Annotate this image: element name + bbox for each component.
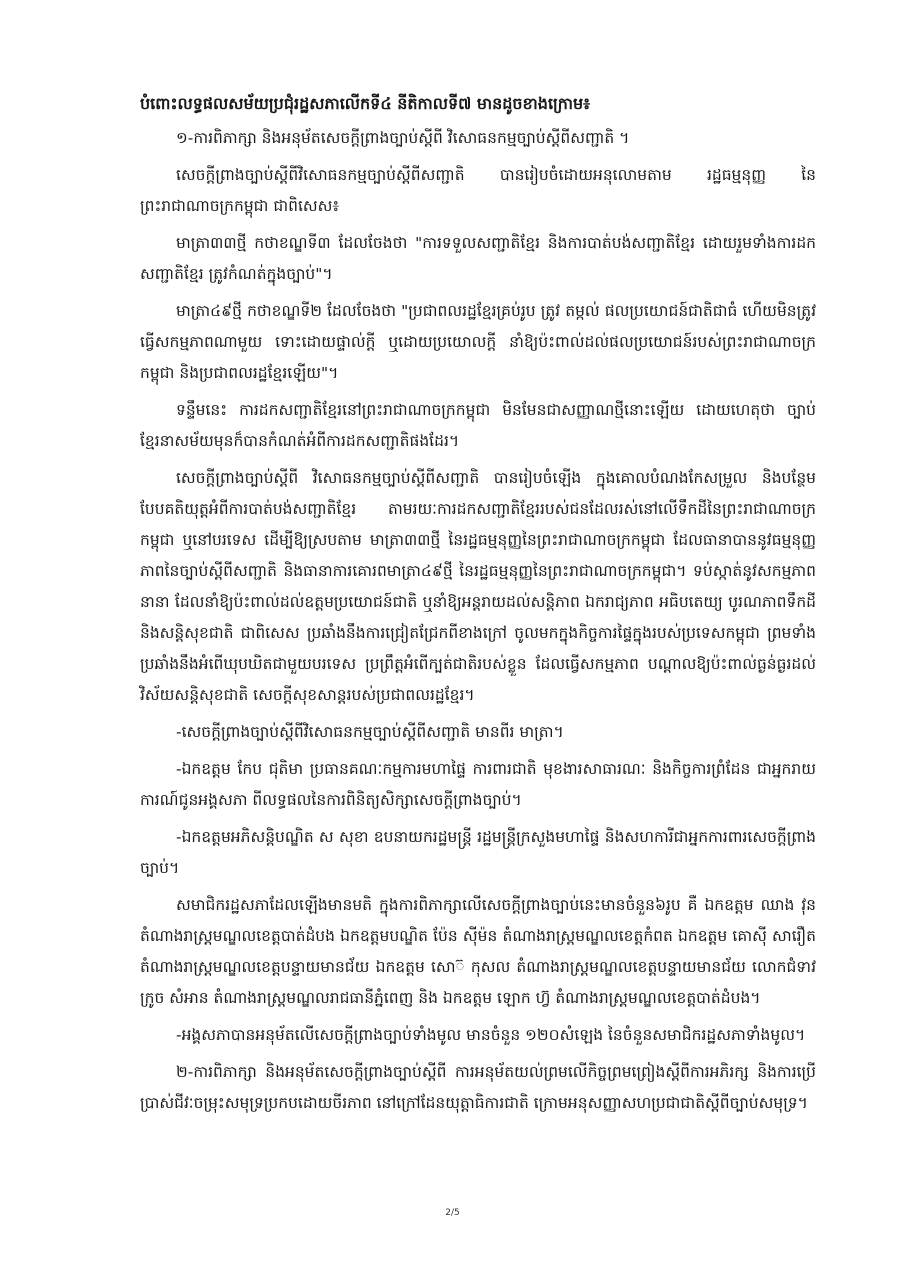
paragraph-6: -សេចក្តីព្រាងច្បាប់ស្តីពីវិសោធនកម្មច្បាប់ស្តីពីសញ្ជាតិ មានពីរ មាត្រា។ bbox=[176, 723, 564, 741]
document-body bbox=[140, 88, 816, 1125]
paragraph-10: -អង្គសភាបានអនុម័តលើសេចក្តីព្រាងច្បាប់ទាំងមូល មានចំនួន ១២០សំឡេង នៃចំនួនសមាជិករដ្ឋសភាទាំងមូល។ bbox=[176, 1026, 806, 1044]
paragraph-8: -ឯកឧត្តមអភិសន្តិបណ្ឌិត ស សុខា ឧបនាយករដ្ឋមន្ត្រី រដ្ឋមន្ត្រីក្រសួងមហាផ្ទៃ និងសហការីជាអ្នកការពារសេចក្តីព្រាងច្បាប់។ bbox=[140, 828, 816, 877]
paragraph-5: សេចក្តីព្រាងច្បាប់ស្តីពី វិសោធនកម្មច្បាប់ស្តីពីសញ្ជាតិ បានរៀបចំឡើង ក្នុងគោលបំណងកែសម្រួល និងបន្ថែមបែបគតិយុត្តអំពីការបាត់បង់សញ្ជាតិខ្មែរ តាមរយៈការដកសញ្ជាតិខ្មែររបស់ជនដែលរស់នៅលើទឹកដីនៃព្រះរាជាណាចក្រកម្ពុជា ឬនៅបរទេស ដើម្បីឱ្យស្របតាម មាត្រា៣៣ថ្មី នៃរដ្ឋធម្មនុញ្ញនៃព្រះរាជាណាចក្រកម្ពុជា ដែលធានាបាននូវធម្មនុញ្ញភាពនៃច្បាប់ស្តីពីសញ្ជាតិ និងធានាការគោរពមាត្រា៤៩ថ្មី នៃរដ្ឋធម្មនុញ្ញនៃព្រះរាជាណាចក្រកម្ពុជា។ ទប់ស្កាត់នូវសកម្មភាពនានា ដែលនាំឱ្យប៉ះពាល់ដល់ឧត្តមប្រយោជន៍ជាតិ ឬនាំឱ្យអន្តរាយដល់សន្តិភាព ឯករាជ្យភាព អធិបតេយ្យ បូរណភាពទឹកដី និងសន្តិសុខជាតិ ជាពិសេស ប្រឆាំងនឹងការជ្រៀតជ្រែកពីខាងក្រៅ ចូលមកក្នុងកិច្ចការផ្ទៃក្នុងរបស់ប្រទេសកម្ពុជា ព្រមទាំងប្រឆាំងនឹងអំពើឃុបឃិតជាមួយបរទេស ប្រព្រឹត្តអំពើក្បត់ជាតិរបស់ខ្លួន ដែលធ្វើសកម្មភាព បណ្តាលឱ្យប៉ះពាល់ធ្ងន់ធ្ងរដល់វិស័យសន្តិសុខជាតិ សេចក្តីសុខសាន្តរបស់ប្រជាពលរដ្ឋខ្មែរ។ bbox=[140, 469, 816, 704]
paragraph-9: សមាជិករដ្ឋសភាដែលឡើងមានមតិ ក្នុងការពិភាក្សាលើសេចក្តីព្រាងច្បាប់នេះមានចំនួន៦រូប គឺ ឯកឧត្តម ឈាង វុន តំណាងរាស្ត្រមណ្ឌលខេត្តបាត់ដំបង ឯកឧត្តមបណ្ឌិត ប៉ែន ស៊ីម៉ន តំណាងរាស្ត្រមណ្ឌលខេត្តកំពត ឯកឧត្តម គោស៊ី សារឿត តំណាងរាស្ត្រមណ្ឌលខេត្តបន្ទាយមានជ័យ ឯកឧត្តម សោ៊ កុសល តំណាងរាស្ត្រមណ្ឌលខេត្តបន្ទាយមានជ័យ លោកជំទាវ ក្រូច សំអាន តំណាងរាស្ត្រមណ្ឌលរាជធានីភ្នំពេញ និង ឯកឧត្តម ឡោក ហ៊្វ តំណាងរាស្ត្រមណ្ឌលខេត្តបាត់ដំបង។ bbox=[140, 896, 816, 1007]
paragraph-7: -ឯកឧត្តម កែប ជុតិមា ប្រធានគណៈកម្មការមហាផ្ទៃ ការពារជាតិ មុខងារសាធារណៈ និងកិច្ចការព្រំដែន ជាអ្នករាយការណ៍ជូនអង្គសភា ពីលទ្ធផលនៃការពិនិត្យសិក្សាសេចក្តីព្រាងច្បាប់។ bbox=[140, 760, 816, 809]
section-heading: បំពោះលទ្ធផលសម័យប្រជុំរដ្ឋសភាលើកទី៤ នីតិកាលទី៧ មានដូចខាងក្រោម៖ bbox=[140, 94, 591, 113]
section-2-title: ២-ការពិភាក្សា និងអនុម័តសេចក្តីព្រាងច្បាប់ស្តីពី ការអនុម័តយល់ព្រមលើកិច្ចព្រមព្រៀងស្តីពីការអភិរក្ស និងការប្រើប្រាស់ជីវៈចម្រុះសមុទ្រប្រកបដោយចីរភាព នៅក្រៅដែនយុត្តាធិការជាតិ ក្រោមអនុសញ្ញាសហប្រជាជាតិស្តីពីច្បាប់សមុទ្រ។ bbox=[140, 1063, 816, 1112]
section-1-title: ១-ការពិភាក្សា និងអនុម័តសេចក្តីព្រាងច្បាប់ស្តីពី វិសោធនកម្មច្បាប់ស្តីពីសញ្ជាតិ ។ bbox=[176, 129, 630, 147]
paragraph-1: សេចក្តីព្រាងច្បាប់ស្តីពីវិសោធនកម្មច្បាប់ស្តីពីសញ្ជាតិ បានរៀបចំដោយអនុលោមតាម រដ្ឋធម្មនុញ្ញ នៃព្រះរាជាណាចក្រកម្ពុជា ជាពិសេស៖ bbox=[140, 166, 816, 215]
paragraph-2: មាត្រា៣៣ថ្មី កថាខណ្ឌទី៣ ដែលចែងថា "ការទទួលសញ្ជាតិខ្មែរ និងការបាត់បង់សញ្ជាតិខ្មែរ ដោយរួមទាំងការដកសញ្ជាតិខ្មែរ ត្រូវកំណត់ក្នុងច្បាប់"។ bbox=[140, 234, 816, 283]
paragraph-3: មាត្រា៤៩ថ្មី កថាខណ្ឌទី២ ដែលចែងថា "ប្រជាពលរដ្ឋខ្មែរគ្រប់រូប ត្រូវ តម្កល់ ផលប្រយោជន៍ជាតិជាធំ ហើយមិនត្រូវធ្វើសកម្មភាពណាមួយ ទោះដោយផ្ទាល់ក្តី ឬដោយប្រយោលក្តី នាំឱ្យប៉ះពាល់ដល់ផលប្រយោជន៍របស់ព្រះរាជាណាចក្រកម្ពុជា និងប្រជាពលរដ្ឋខ្មែរឡើយ"។ bbox=[140, 302, 816, 382]
page-number: 2/5 bbox=[445, 1208, 460, 1218]
paragraph-4: ទន្ទឹមនេះ ការដកសញ្ជាតិខ្មែរនៅព្រះរាជាណាចក្រកម្ពុជា មិនមែនជាសញ្ញាណថ្មីនោះឡើយ ដោយហេតុថា ច្បាប់ខ្មែរនាសម័យមុនក៏បានកំណត់អំពីការដកសញ្ជាតិផងដែរ។ bbox=[140, 401, 816, 450]
